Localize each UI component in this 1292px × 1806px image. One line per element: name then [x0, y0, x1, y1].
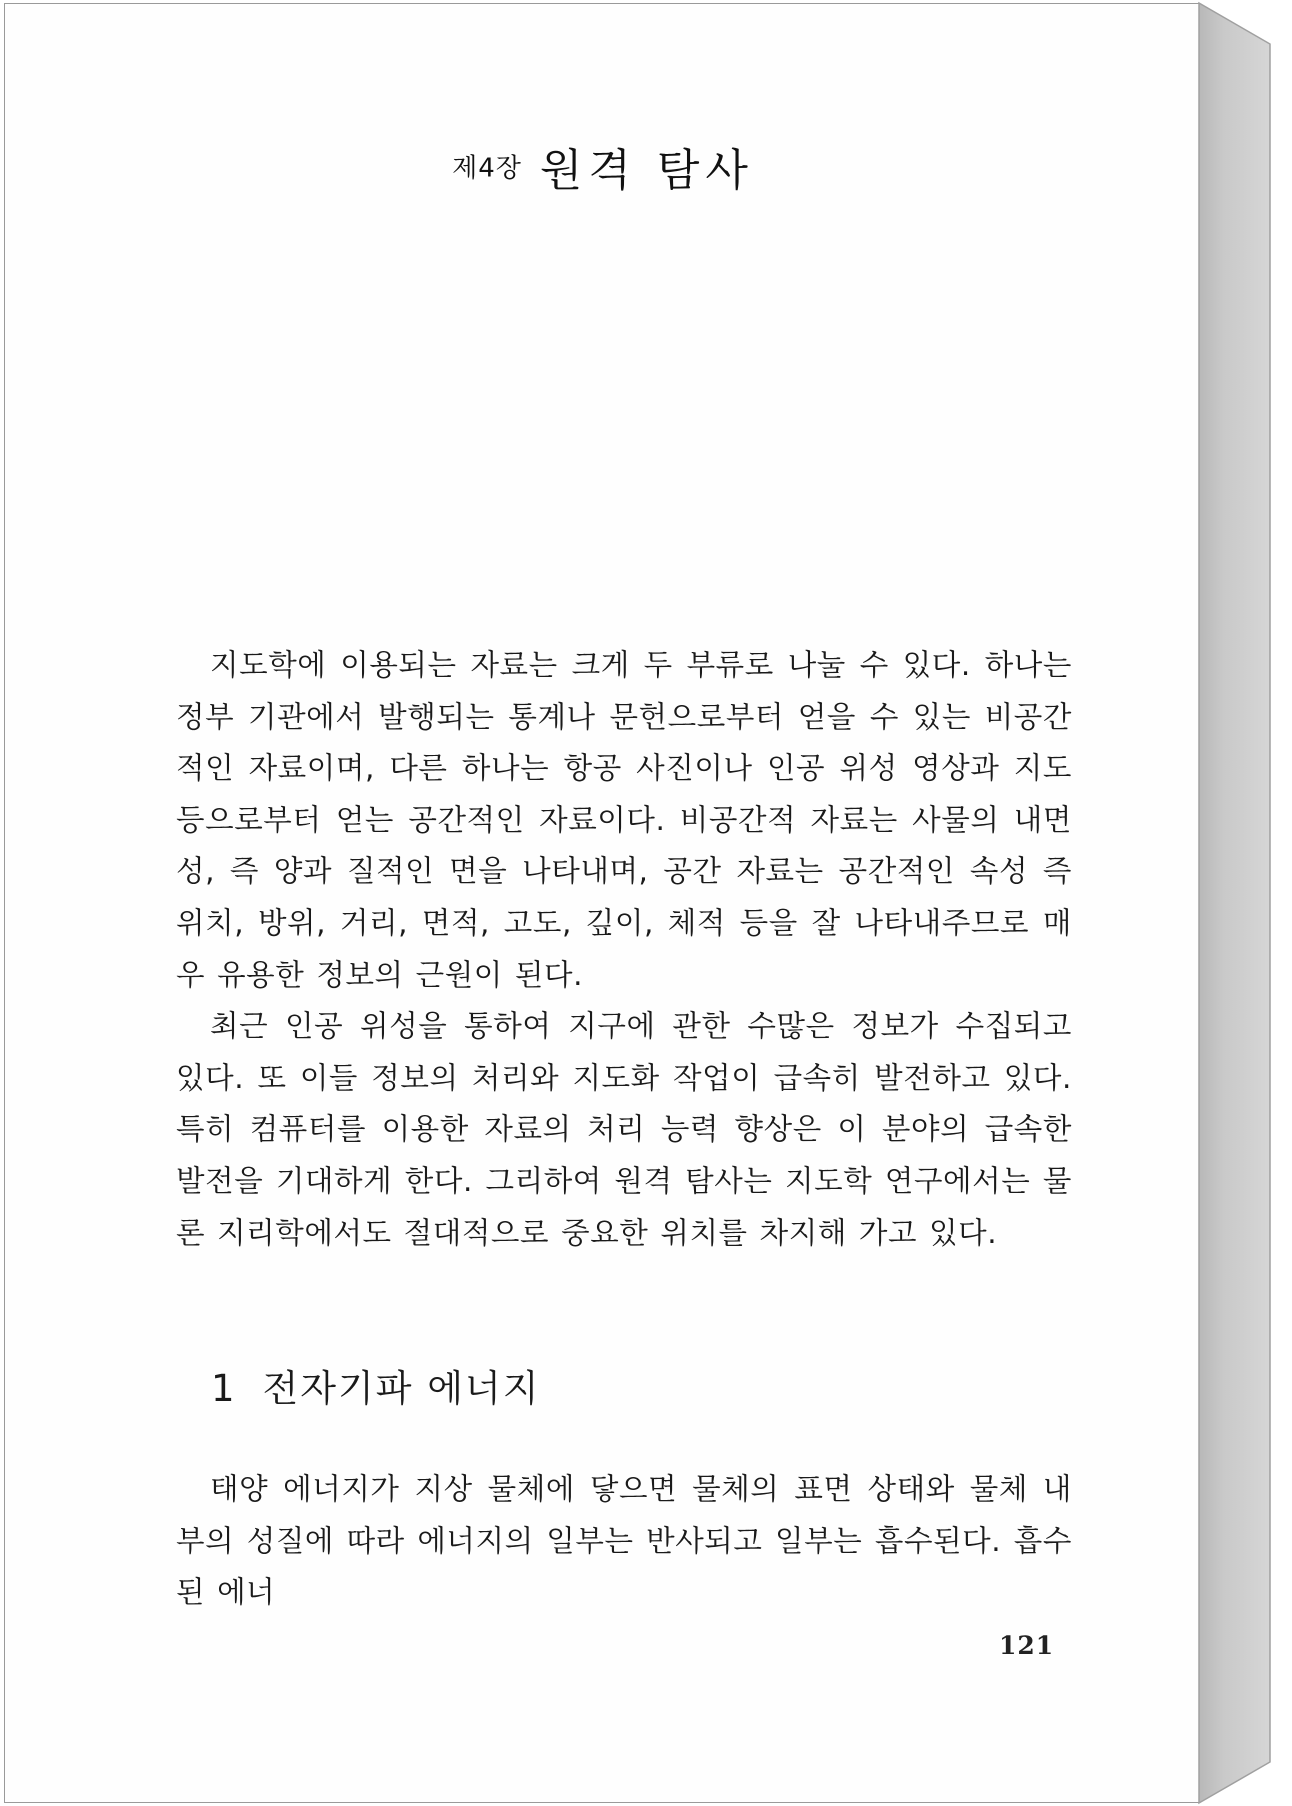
- chapter-name: 원격 탐사: [539, 145, 754, 196]
- book-page: [4, 3, 1200, 1803]
- chapter-number: 제4장: [452, 153, 522, 184]
- page-number: 121: [999, 1631, 1055, 1660]
- intro-paragraph-1: 지도학에 이용되는 자료는 크게 두 부류로 나눌 수 있다. 하나는 정부 기관에서 발행되는 통계나 문헌으로부터 얻을 수 있는 비공간적인 자료이며, 다른 하나는 항공 사진이나 인공 위성 영상과 지도 등으로부터 얻는 공간적인 자료이다. 비공간적 자료는 사물의 내면성, 즉 양과 질적인 면을 나타내며, 공간 자료는 공간적인 속성 즉 위치, 방위, 거리, 면적, 고도, 깊이, 체적 등을 잘 나타내주므로 매우 유용한 정보의 근원이 된다.: [176, 648, 1072, 992]
- section-heading: [211, 1358, 541, 1412]
- section-paragraph: 태양 에너지가 지상 물체에 닿으면 물체의 표면 상태와 물체 내부의 성질에 따라 에너지의 일부는 반사되고 일부는 흡수된다. 흡수된 에너: [176, 1472, 1072, 1610]
- section-title: 전자기파 에너지: [262, 1367, 541, 1410]
- chapter-title: [5, 134, 1200, 198]
- section-number: 1: [211, 1367, 237, 1410]
- intro-paragraph-2: 최근 인공 위성을 통하여 지구에 관한 수많은 정보가 수집되고 있다. 또 이들 정보의 처리와 지도화 작업이 급속히 발전하고 있다. 특히 컴퓨터를 이용한 자료의 처리 능력 향상은 이 분야의 급속한 발전을 기대하게 한다. 그리하여 원격 탐사는 지도학 연구에서는 물론 지리학에서도 절대적으로 중요한 위치를 차지해 가고 있다.: [176, 1009, 1072, 1250]
- section-text: [176, 1464, 1072, 1619]
- intro-text: [176, 640, 1072, 1259]
